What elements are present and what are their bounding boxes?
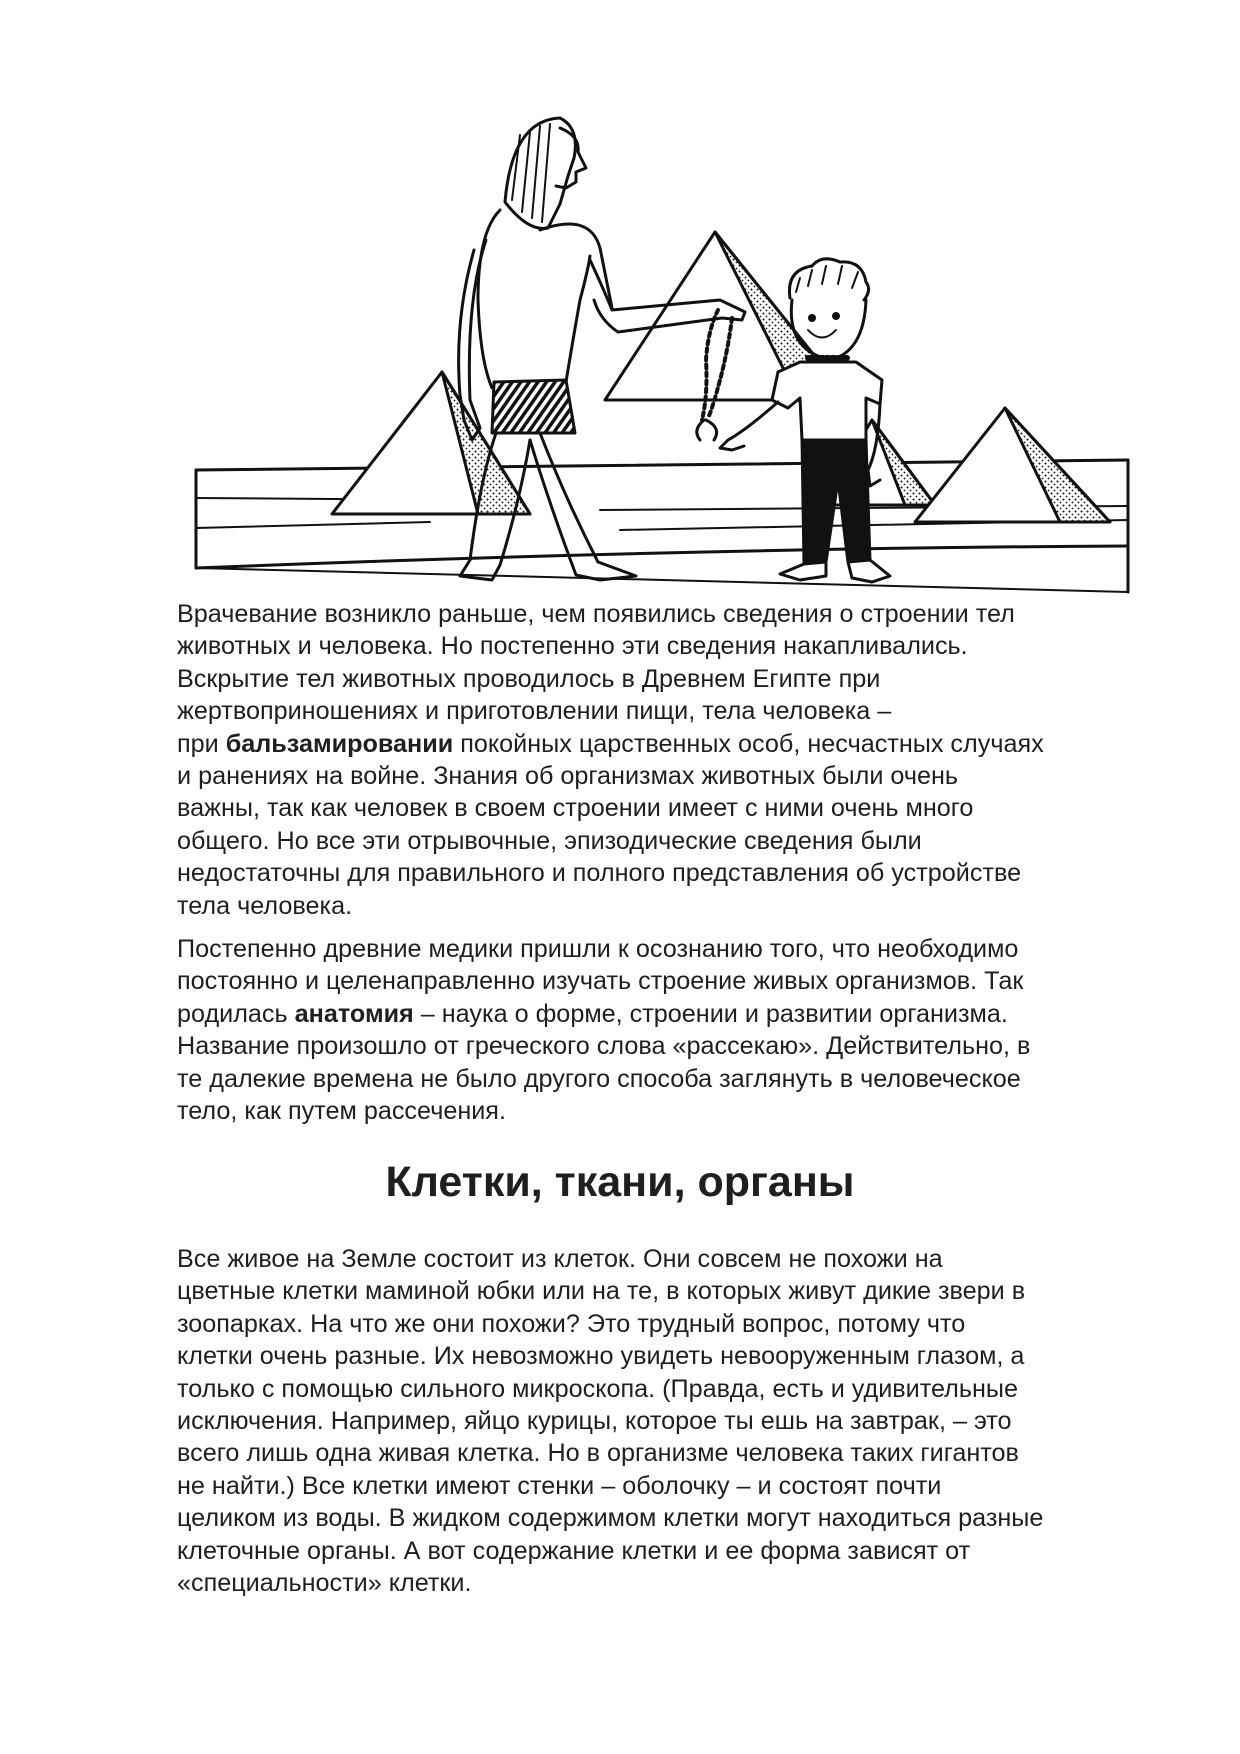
text-line: исключения. Например, яйцо курицы, которое ты ешь на завтрак, – это [177,1407,1012,1436]
text-line: клетки очень разные. Их невозможно увидеть невооруженным глазом, а [177,1342,1025,1371]
text-line: зоопарках. На что же они похожи? Это трудный вопрос, потому что [177,1309,966,1338]
text-line: Название произошло от греческого слова «рассекаю». Действительно, в [177,1032,1031,1061]
text-line: Постепенно древние медики пришли к осознанию того, что необходимо [177,935,1019,963]
paragraph-cells [177,1243,1162,1599]
term-anatomy: анатомия [294,999,414,1028]
text-line [177,998,1162,1030]
section-heading: Клетки, ткани, органы [385,1158,855,1206]
text-segment: при [177,729,226,758]
text-line: недостаточны для правильного и полного представления об устройстве [177,859,1022,888]
text-line: Врачевание возникло раньше, чем появились сведения о строении тел [177,600,1015,628]
text-line: целиком из воды. В жидком содержимом клетки могут находиться разные [177,1504,1044,1533]
text-line: клеточные органы. А вот содержание клетки и ее форма зависят от [177,1536,971,1565]
paragraph-anatomy-origin [177,933,1162,1127]
text-line: общего. Но все эти отрывочные, эпизодические сведения были [177,826,922,855]
paragraph-medicine-history [177,598,1162,922]
pyramids-illustration [190,112,1140,598]
text-line: жертвоприношениях и приготовлении пищи, тела человека – [177,697,892,726]
text-line: Вскрытие тел животных проводилось в Древнем Египте при [177,664,881,693]
text-line: и ранениях на войне. Знания об организмах животных были очень [177,762,959,791]
text-segment: родилась [177,999,295,1028]
text-line: не найти.) Все клетки имеют стенки – оболочку – и состоят почти [177,1471,942,1500]
text-segment: покойных царственных особ, несчастных случаях [453,729,1044,758]
text-line: тело, как путем рассечения. [177,1097,506,1126]
term-embalming: бальзамировании [225,729,454,758]
text-line: постоянно и целенаправленно изучать строение живых организмов. Так [177,967,1024,996]
text-line: только с помощью сильного микроскопа. (Правда, есть и удивительные [177,1374,1019,1403]
text-line: «специальности» клетки. [177,1569,472,1598]
text-line: важны, так как человек в своем строении имеет с ними очень много [177,794,974,823]
text-line: всего лишь одна живая клетка. Но в организме человека таких гигантов [177,1439,1019,1468]
text-line [177,728,1162,760]
text-line: животных и человека. Но постепенно эти сведения накапливались. [177,632,968,661]
text-line: тела человека. [177,891,353,920]
text-line: Все живое на Земле состоит из клеток. Они совсем не похожи на [177,1245,943,1273]
text-line: цветные клетки маминой юбки или на те, в которых живут дикие звери в [177,1277,1026,1306]
text-line: те далекие времена не было другого способа заглянуть в человеческое [177,1064,1021,1093]
text-segment: – наука о форме, строении и развитии организма. [413,999,1008,1028]
pyramid-right [915,408,1110,522]
